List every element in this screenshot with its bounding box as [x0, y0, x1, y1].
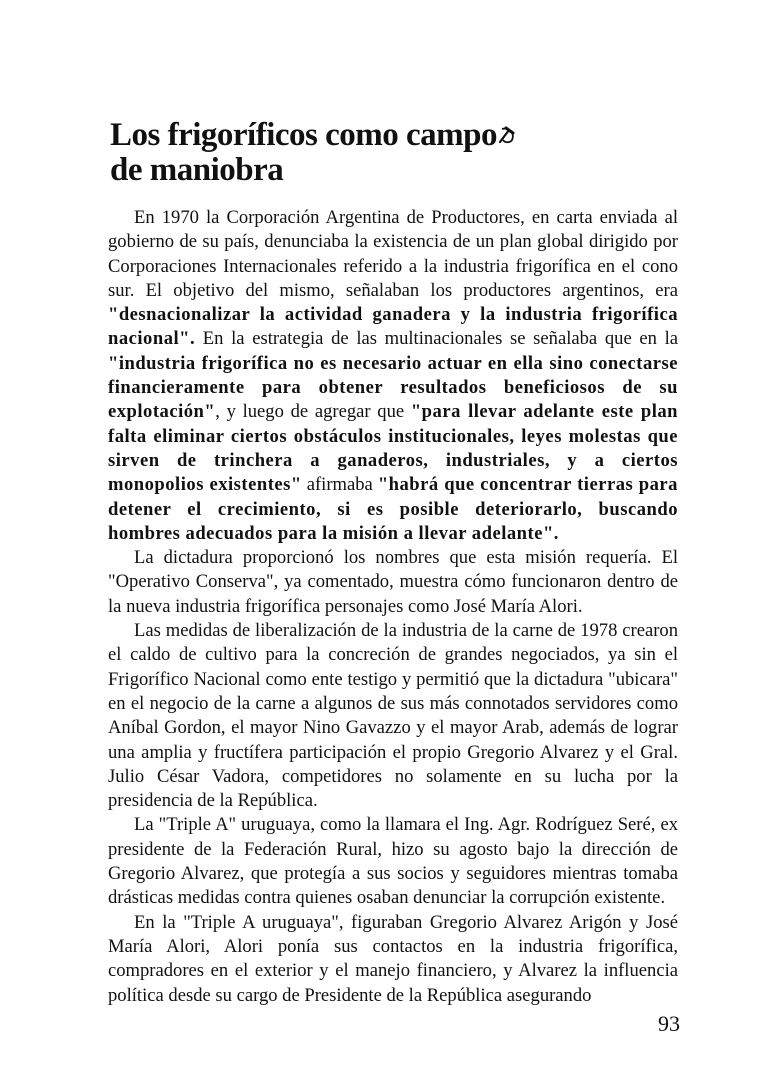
paragraph-text: La "Triple A" uruguaya, como la llamara el Ing. Agr. Rodríguez Seré, ex presidente de la Federación Rural, hizo su agosto bajo la dirección de Gregorio Alvarez, que protegía a sus socios y seguidores mientras tomaba drásticas medidas contra quienes osaban denunciar la corrupción existente.	[108, 814, 678, 909]
paragraph	[108, 546, 678, 619]
paragraph-text: En 1970 la Corporación Argentina de Productores, en carta enviada al gobierno de su país, denunciaba la existencia de un plan global dirigido por Corporaciones Internacionales referido a la industria frigorífica en el cono sur. El objetivo del mismo, señalaban los productores argentinos, era	[108, 207, 678, 301]
chapter-title-line-1: Los frigoríficos como campo	[110, 117, 497, 153]
page-number: 93	[658, 1011, 680, 1036]
quoted-bold-text: "desnacionalizar la actividad ganadera y la industria frigorífica nacional".	[108, 304, 678, 350]
quoted-bold-text: "para llevar adelante este plan falta eliminar ciertos obstáculos institucionales, leyes molestas que sirven de trinchera a ganaderos, industriales, y a ciertos monopolios existentes"	[108, 401, 679, 496]
paragraph-text: En la estrategia de las multinacionales se señalaba que en la	[195, 328, 678, 350]
paragraph	[108, 619, 678, 813]
chapter-title-line-2: de maniobra	[110, 152, 284, 188]
body-text	[108, 206, 678, 1008]
quoted-bold-text: "habrá que concentrar tierras para detener el crecimiento, si es posible deteriorarlo, buscando hombres adecuados para la misión a llevar adelante".	[108, 474, 678, 544]
paragraph	[108, 813, 678, 910]
paragraph	[108, 911, 678, 1008]
paragraph-text: afirmaba	[301, 474, 378, 496]
paragraph-text: Las medidas de liberalización de la industria de la carne de 1978 crearon el caldo de cultivo para la concreción de grandes negociados, ya sin el Frigorífico Nacional como ente testigo y permitió que la dictadura "ubicara" en el negocio de la carne a algunos de sus más connotados servidores como Aníbal Gordon, el mayor Nino Gavazzo y el mayor Arab, además de lograr una amplia y fructífera participación el propio Gregorio Alvarez y el Gral. Julio César Vadora, competidores no solamente en su lucha por la presidencia de la República.	[108, 620, 678, 812]
hammer-sickle-icon	[496, 124, 518, 146]
paragraph-text: , y luego de agregar que	[215, 401, 411, 423]
quoted-bold-text: "industria frigorífica no es necesario actuar en ella sino conectarse financieramente para obtener resultados beneficiosos de su explotación"	[108, 352, 678, 423]
paragraph-text: La dictadura proporcionó los nombres que esta misión requería. El "Operativo Conserva", ya comentado, muestra cómo funcionaron dentro de la nueva industria frigorífica personajes como José María Alori.	[108, 547, 678, 617]
paragraph	[108, 206, 678, 546]
paragraph-text: En la "Triple A uruguaya", figuraban Gregorio Alvarez Arigón y José María Alori, Alori ponía sus contactos en la industria frigorífica, compradores en el exterior y el manejo financiero, y Alvarez la influencia política desde su cargo de Presidente de la República asegurando	[108, 911, 678, 1006]
